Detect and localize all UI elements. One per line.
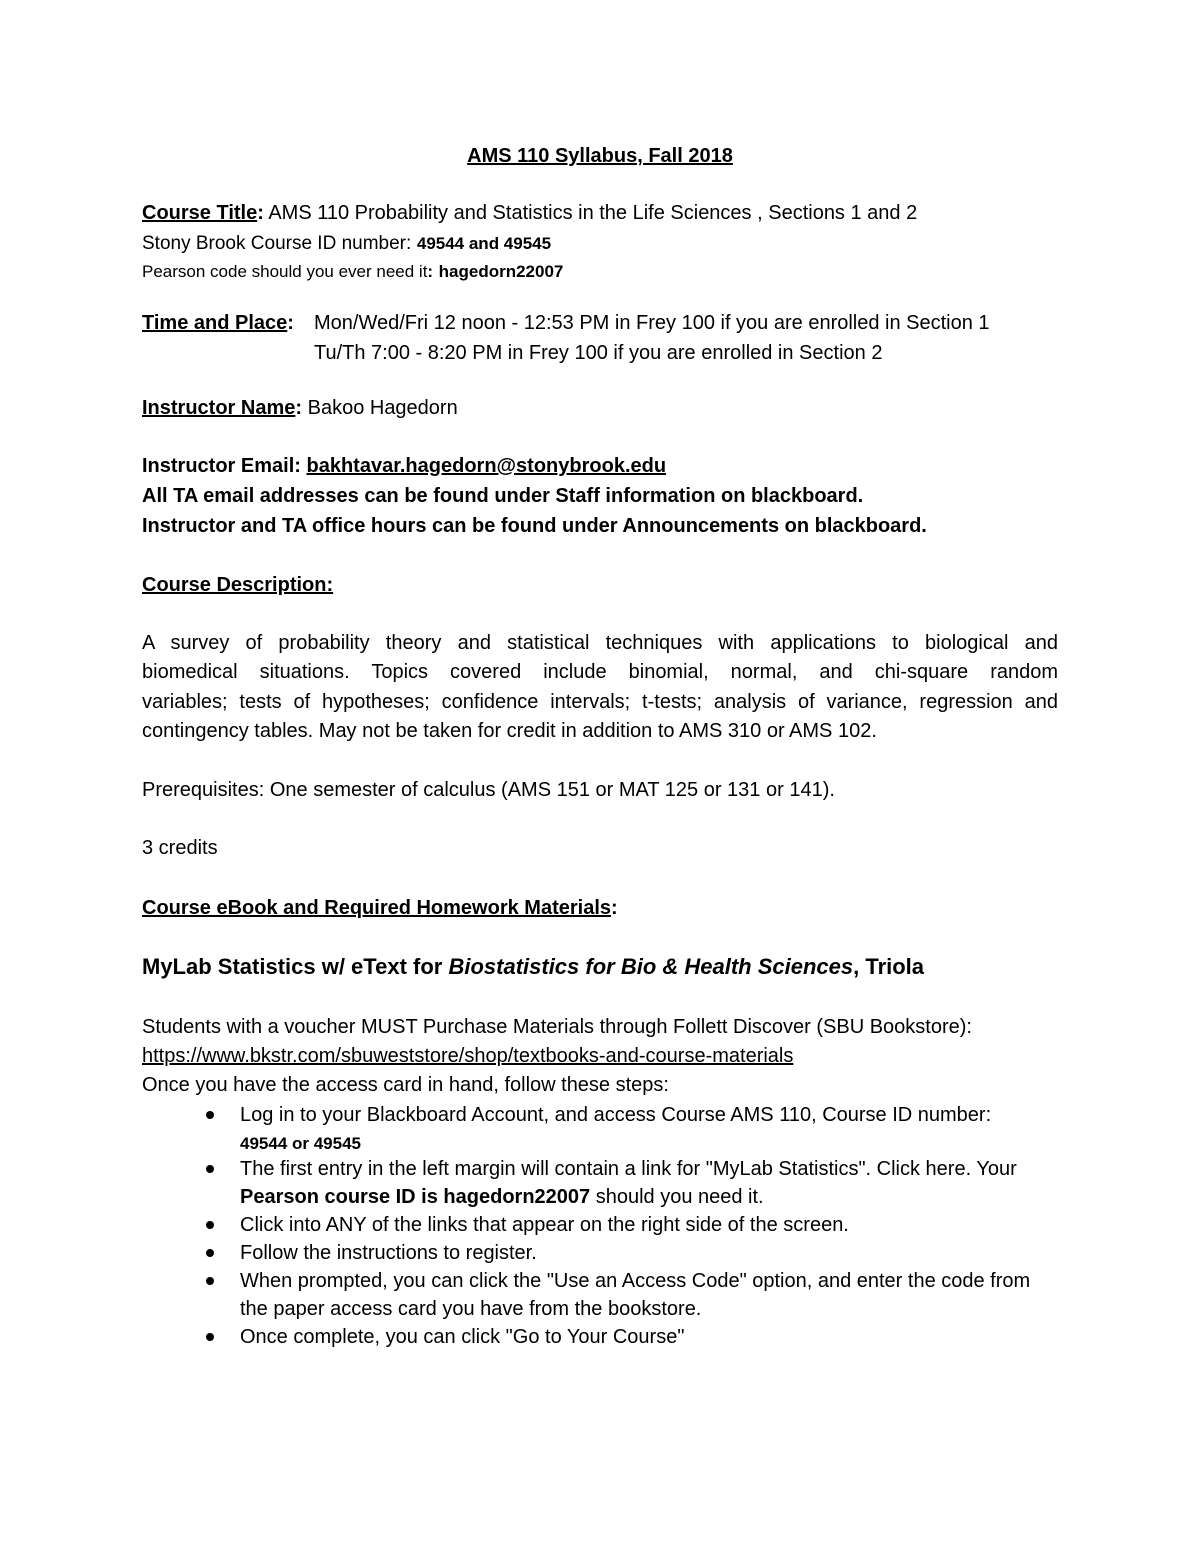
time-place-section1: Mon/Wed/Fri 12 noon - 12:53 PM in Frey 100 if you are enrolled in Section 1 <box>314 312 990 334</box>
step-5-line-1: When prompted, you can click the "Use an Access Code" option, and enter the code from <box>240 1270 1031 1292</box>
time-place-section2: Tu/Th 7:00 - 8:20 PM in Frey 100 if you are enrolled in Section 2 <box>314 342 883 364</box>
step-2-line-1: The first entry in the left margin will contain a link for "MyLab Statistics". Click here. Your <box>240 1158 1017 1180</box>
instructor-name-label: Instructor Name <box>142 397 296 419</box>
description-line-4: contingency tables. May not be taken for credit in addition to AMS 310 or AMS 102. <box>142 720 877 742</box>
bullet-icon <box>206 1277 214 1285</box>
time-place-line <box>142 311 294 335</box>
course-id-label: Stony Brook Course ID number: <box>142 233 412 254</box>
course-title-label: Course Title <box>142 202 258 224</box>
step-2-rest: should you need it. <box>590 1186 764 1208</box>
step-3: Click into ANY of the links that appear on the right side of the screen. <box>240 1214 849 1236</box>
step-4: Follow the instructions to register. <box>240 1242 537 1264</box>
product-title <box>142 955 924 979</box>
bullet-icon <box>206 1111 214 1119</box>
step-1-line-2: 49544 or 49545 <box>240 1134 361 1153</box>
page-title: AMS 110 Syllabus, Fall 2018 <box>467 145 733 167</box>
materials-heading: Course eBook and Required Homework Materials <box>142 897 612 919</box>
step-5-line-2: the paper access card you have from the bookstore. <box>240 1298 702 1320</box>
office-hours-note: Instructor and TA office hours can be found under Announcements on blackboard. <box>142 515 927 537</box>
prerequisites-text: Prerequisites: One semester of calculus (AMS 151 or MAT 125 or 131 or 141). <box>142 779 835 801</box>
course-description-heading: Course Description: <box>142 574 334 596</box>
voucher-text: Students with a voucher MUST Purchase Materials through Follett Discover (SBU Bookstore): <box>142 1016 972 1038</box>
pearson-code-colon: : <box>427 262 434 281</box>
step-2-line-2 <box>240 1185 764 1209</box>
course-title-value: AMS 110 Probability and Statistics in the Life Sciences , Sections 1 and 2 <box>263 202 918 224</box>
step-2-bold: Pearson course ID is hagedorn22007 <box>240 1186 591 1208</box>
instructor-email-link[interactable]: bakhtavar.hagedorn@stonybrook.edu <box>306 455 667 477</box>
description-line-2: biomedical situations. Topics covered include binomial, normal, and chi-square random <box>142 661 1058 683</box>
pearson-code-value: hagedorn22007 <box>438 262 564 281</box>
credits-text: 3 credits <box>142 837 218 859</box>
course-id-line <box>142 231 551 256</box>
ta-email-note: All TA email addresses can be found under Staff information on blackboard. <box>142 485 864 507</box>
pearson-code-line <box>142 259 563 284</box>
time-place-label: Time and Place <box>142 312 288 334</box>
product-prefix: MyLab Statistics w/ eText for <box>142 954 449 979</box>
pearson-code-label: Pearson code should you ever need it <box>142 262 428 281</box>
materials-heading-colon: : <box>611 897 618 919</box>
course-id-value: 49544 and 49545 <box>416 234 552 253</box>
bullet-icon <box>206 1249 214 1257</box>
bullet-icon <box>206 1221 214 1229</box>
steps-intro: Once you have the access card in hand, follow these steps: <box>142 1074 669 1096</box>
bullet-icon <box>206 1333 214 1341</box>
instructor-name-colon: : <box>295 397 303 419</box>
materials-heading-line <box>142 896 618 920</box>
course-title-colon: : <box>257 202 264 224</box>
description-line-1: A survey of probability theory and statistical techniques with applications to biological and <box>142 632 1058 654</box>
instructor-name-value: Bakoo Hagedorn <box>302 397 458 419</box>
instructor-email-line <box>142 454 666 478</box>
instructor-name-line <box>142 396 458 420</box>
instructor-email-label: Instructor Email: <box>142 455 301 477</box>
step-1-line-1: Log in to your Blackboard Account, and access Course AMS 110, Course ID number: <box>240 1104 992 1126</box>
description-line-3: variables; tests of hypotheses; confidence intervals; t-tests; analysis of variance, regression and <box>142 691 1058 713</box>
product-suffix: , Triola <box>853 954 925 979</box>
bookstore-link[interactable]: https://www.bkstr.com/sbuweststore/shop/textbooks-and-course-materials <box>142 1045 794 1067</box>
bullet-icon <box>206 1165 214 1173</box>
product-book: Biostatistics for Bio & Health Sciences <box>448 954 854 979</box>
course-title-line <box>142 201 917 225</box>
time-place-colon: : <box>287 312 294 334</box>
step-6: Once complete, you can click "Go to Your Course" <box>240 1326 685 1348</box>
